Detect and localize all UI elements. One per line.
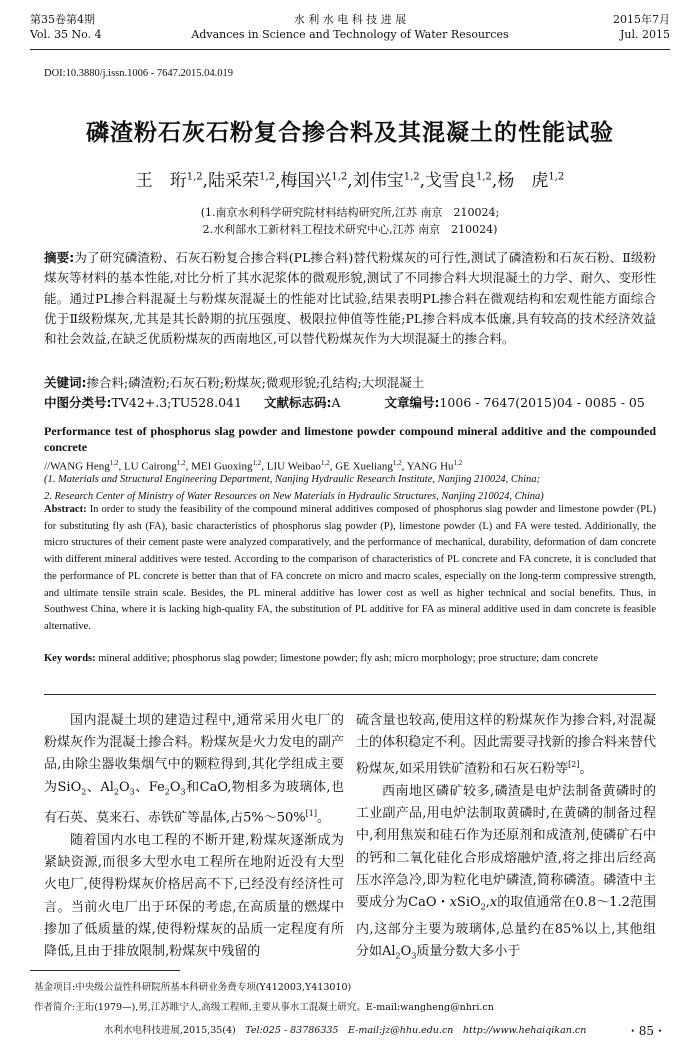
author-sup: 1,2: [259, 171, 275, 183]
keywords-cn-label: 关键词:: [44, 375, 87, 390]
body-text: 、Al: [86, 779, 114, 795]
header-journal-cn: 水 利 水 电 科 技 进 展: [293, 13, 407, 26]
body-column-right: [356, 710, 656, 968]
english-keywords: [44, 651, 656, 668]
clc-value: TV42+.3;TU528.041: [111, 395, 242, 410]
subscript: 2: [480, 902, 486, 912]
en-author: LU Cairong: [123, 460, 177, 473]
body-text: 质量分数大多小于: [416, 943, 521, 959]
footnote-fund: 基金项目:中央级公益性科研院所基本科研业务费专项(Y412003,Y413010): [34, 982, 352, 993]
english-affiliations: [44, 471, 656, 505]
body-column-left: [44, 710, 344, 963]
paper-title: 磷渣粉石灰石粉复合掺合料及其混凝土的性能试验: [86, 119, 614, 146]
abstract-cn: [44, 248, 656, 349]
clc-label: 中图分类号:: [44, 395, 112, 410]
keywords-cn: [44, 373, 656, 393]
page-number: ・85・: [626, 1024, 666, 1038]
author-name: 杨 虎: [497, 171, 549, 191]
header-volume-cn: 第35卷第4期: [30, 13, 95, 26]
header-divider: [30, 49, 670, 50]
article-no-value: 1006 - 7647(2015)04 - 0085 - 05: [439, 395, 645, 410]
body-text: O: [400, 943, 412, 959]
variable-x: x: [489, 894, 498, 910]
author-sup: 1,2: [548, 171, 565, 183]
en-affiliation-1-text: (1. Materials and Structural Engineering Department, Nanjing Hydraulic Research Institute, Nanjing 210024, China;: [44, 474, 540, 485]
en-keywords-text: mineral additive; phosphorus slag powder; limestone powder; fly ash; micro morphology; proe structure; dam concrete: [98, 653, 599, 664]
body-text: 硫含量也较高,使用这样的粉煤灰作为掺合料,对混凝土的体积稳定不利。因此需要寻找新的掺合料来替代粉煤灰,如采用铁矿渣粉和石灰石粉等: [356, 713, 656, 777]
abstract-cn-label: 摘要:: [44, 250, 75, 265]
subscript: 2: [395, 951, 401, 961]
citation-ref[interactable]: [1]: [305, 809, 317, 819]
en-author-sup: 1,2: [320, 459, 330, 467]
header-right: [613, 12, 670, 42]
english-authors: //WANG Heng$^{1,2}$, LU Cairong$^{1,2}$, MEI Guoxing$^{1,2}$, LIU Weibao$^{1,2}$, GE Xueliang$^{1,2}$, YANG Hu$^{1,2}$: [44, 459, 463, 473]
body-text: 、Fe: [134, 779, 165, 795]
en-author-sup: 1,2: [453, 459, 463, 467]
author-sup: 1,2: [186, 171, 203, 183]
subscript: 3: [411, 951, 417, 961]
body-paragraph: [356, 710, 656, 781]
body-text: SiO: [456, 894, 481, 910]
abstract-divider: [44, 694, 656, 695]
body-text: O: [118, 779, 130, 795]
header-volume-en: Vol. 35 No. 4: [30, 28, 102, 41]
body-text: 。: [579, 761, 593, 777]
en-author: GE Xueliang: [335, 460, 393, 473]
footer-email[interactable]: E-mail:jz@hhu.edu.cn: [348, 1025, 454, 1036]
doc-code-label: 文献标志码:: [263, 395, 332, 410]
author-name: 梅国兴: [280, 171, 332, 191]
en-author-sup: 1,2: [392, 459, 402, 467]
footer-url[interactable]: http://www.hehaiqikan.cn: [462, 1025, 587, 1036]
footer-contact: [104, 1024, 586, 1038]
en-author-sup: 1,2: [109, 459, 119, 467]
body-text: ,: [485, 894, 490, 910]
author-sup: 1,2: [403, 171, 420, 183]
subscript: 3: [180, 787, 186, 797]
doi[interactable]: DOI:10.3880/j.issn.1006 - 7647.2015.04.019: [44, 68, 233, 79]
body-text: 的取值通常在0.8～1.2范围内,这部分主要为玻璃体,总量约在85%以上,其他组分如Al: [356, 894, 656, 959]
en-author: YANG Hu: [406, 460, 454, 473]
footer-journal: 水利水电科技进展,2015,35(4): [104, 1025, 236, 1036]
author-sup: 1,2: [476, 171, 492, 183]
author-name: 戈雪良: [425, 171, 477, 191]
footnote-author: 作者简介:王珩(1979—),男,江苏睢宁人,高级工程师,主要从事水工混凝土研究。E-mail:wangheng@nhri.cn: [34, 1002, 494, 1013]
footer-tel: Tel:025 - 83786335: [245, 1025, 339, 1036]
author-list: 王 珩$^{1,2}$,陆采荣$^{1,2}$,梅国兴$^{1,2}$,刘伟宝$^{1,2}$,戈雪良$^{1,2}$,杨 虎$^{1,2}$: [135, 171, 565, 191]
variable-x: x: [449, 894, 457, 910]
en-abstract-label: Abstract:: [44, 504, 87, 515]
header-journal-en: Advances in Science and Technology of Water Resources: [191, 28, 509, 41]
header-date-cn: 2015年7月: [613, 13, 670, 26]
body-paragraph: [44, 710, 344, 830]
subscript: 3: [129, 787, 135, 797]
body-text: 。: [317, 810, 331, 826]
body-text: 和CaO,物相多为玻璃体,也有石英、莫来石、赤铁矿等晶体,占5%～50%: [44, 779, 345, 826]
affiliation-2: 2.水利部水工新材料工程技术研究中心,江苏 南京 210024): [202, 223, 498, 236]
author-name: 王 珩: [135, 171, 187, 191]
en-author: LIU Weibao: [266, 460, 321, 473]
en-affiliation-1: [44, 471, 656, 488]
header-date-en: Jul. 2015: [620, 28, 670, 41]
footnote-divider: [30, 970, 180, 971]
en-author-sup: 1,2: [252, 459, 262, 467]
keywords-cn-text: 掺合料;磷渣粉;石灰石粉;粉煤灰;微观形貌;孔结构;大坝混凝土: [86, 375, 425, 390]
body-text: 西南地区磷矿较多,磷渣是电炉法制备黄磷时的工业副产品,用电炉法制取黄磷时,在黄磷的制备过程中,利用焦炭和硅石作为还原剂和成渣剂,使磷矿石中的钙和二氧化硅化合形成熔融炉渣,将之排出后经高压水淬急冷,即为粒化电炉磷渣,简称磷渣。磷渣中主要成分为CaO・: [356, 783, 656, 910]
subscript: 2: [164, 787, 170, 797]
en-keywords-label: Key words:: [44, 653, 96, 664]
article-no-label: 文章编号:: [384, 395, 440, 410]
body-text: O: [169, 779, 181, 795]
citation-ref[interactable]: [2]: [568, 760, 580, 770]
body-paragraph: 随着国内水电工程的不断开建,粉煤灰逐渐成为紧缺资源,而很多大型水电工程所在地附近没有大型火电厂,使得粉煤灰价格居高不下,已经没有经济性可言。当前火电厂出于环保的考虑,在高质量的燃煤中掺加了低质量的煤,使得粉煤灰的品质一定程度有所降低,且由于排放限制,粉煤灰中残留的: [44, 832, 344, 959]
body-paragraph: [356, 781, 656, 968]
author-name: 刘伟宝: [352, 171, 404, 191]
body-text: 国内混凝土坝的建造过程中,通常采用火电厂的粉煤灰作为混凝土掺合料。粉煤灰是火力发电的副产品,由除尘器收集烟气中的颗粒得到,其化学组成主要为SiO: [44, 713, 344, 795]
header-center: [30, 12, 670, 42]
affiliation-1: (1.南京水利科学研究院材料结构研究所,江苏 南京 210024;: [200, 206, 500, 219]
en-affiliation-2-text: 2. Research Center of Ministry of Water Resources on New Materials in Hydraulic Structures, Nanjing 210024, China): [44, 491, 544, 502]
en-author-sup: 1,2: [176, 459, 186, 467]
classification-line: [44, 393, 656, 413]
en-author: MEI Guoxing: [191, 460, 253, 473]
en-abstract-text: In order to study the feasibility of the compound mineral additives composed of phosphorus slag powder and limestone powder (PL) for substituting fly ash (FA), basic characteristics of phosphorus slag powder (P), limestone powder (L) and FA were tested. Additionally, the micro structures of their cement paste were analyzed comparatively, and the performance of mechanical, durability, deformation of dam concrete with different mineral additives were tested. According to the comparison of characteristics of PL concrete and FA concrete, it is concluded that the performance of PL concrete is better than that of FA concrete on micro and macro scales, especially on the long-term compressive strength, and ultimate tensile strain scale. Besides, the PL mineral additive has lower cost as well as higher technical and social benefits. Thus, in Southwest China, where it is lacking high-quality FA, the substitution of PL additive for FA as mineral additive used in dam concrete is feasible alternative.: [44, 504, 657, 632]
author-sup: 1,2: [331, 171, 348, 183]
english-title: Performance test of phosphorus slag powder and limestone powder compound mineral additive and the compounded concrete: [44, 424, 656, 454]
subscript: 2: [81, 787, 87, 797]
en-author: WANG Heng: [50, 460, 110, 473]
doc-code-value: A: [331, 395, 341, 410]
author-name: 陆采荣: [208, 171, 260, 191]
subscript: 2: [113, 787, 119, 797]
english-abstract: [44, 502, 656, 636]
abstract-cn-text: 为了研究磷渣粉、石灰石粉复合掺合料(PL掺合料)替代粉煤灰的可行性,测试了磷渣粉和石灰石粉、Ⅱ级粉煤灰等材料的基本性能,对比分析了其水泥浆体的微观形貌,测试了不同掺合料大坝混凝土的力学、耐久、变形性能。通过PL掺合料混凝土与粉煤灰混凝土的性能对比试验,结果表明PL掺合料在微观结构和宏观性能方面综合优于Ⅱ级粉煤灰,尤其是其长龄期的抗压强度、极限拉伸值等性能;PL掺合料成本低廉,具有较高的技术经济效益和社会效益,在缺乏优质粉煤灰的西南地区,可以替代粉煤灰作为大坝混凝土的掺合料。: [44, 250, 657, 347]
